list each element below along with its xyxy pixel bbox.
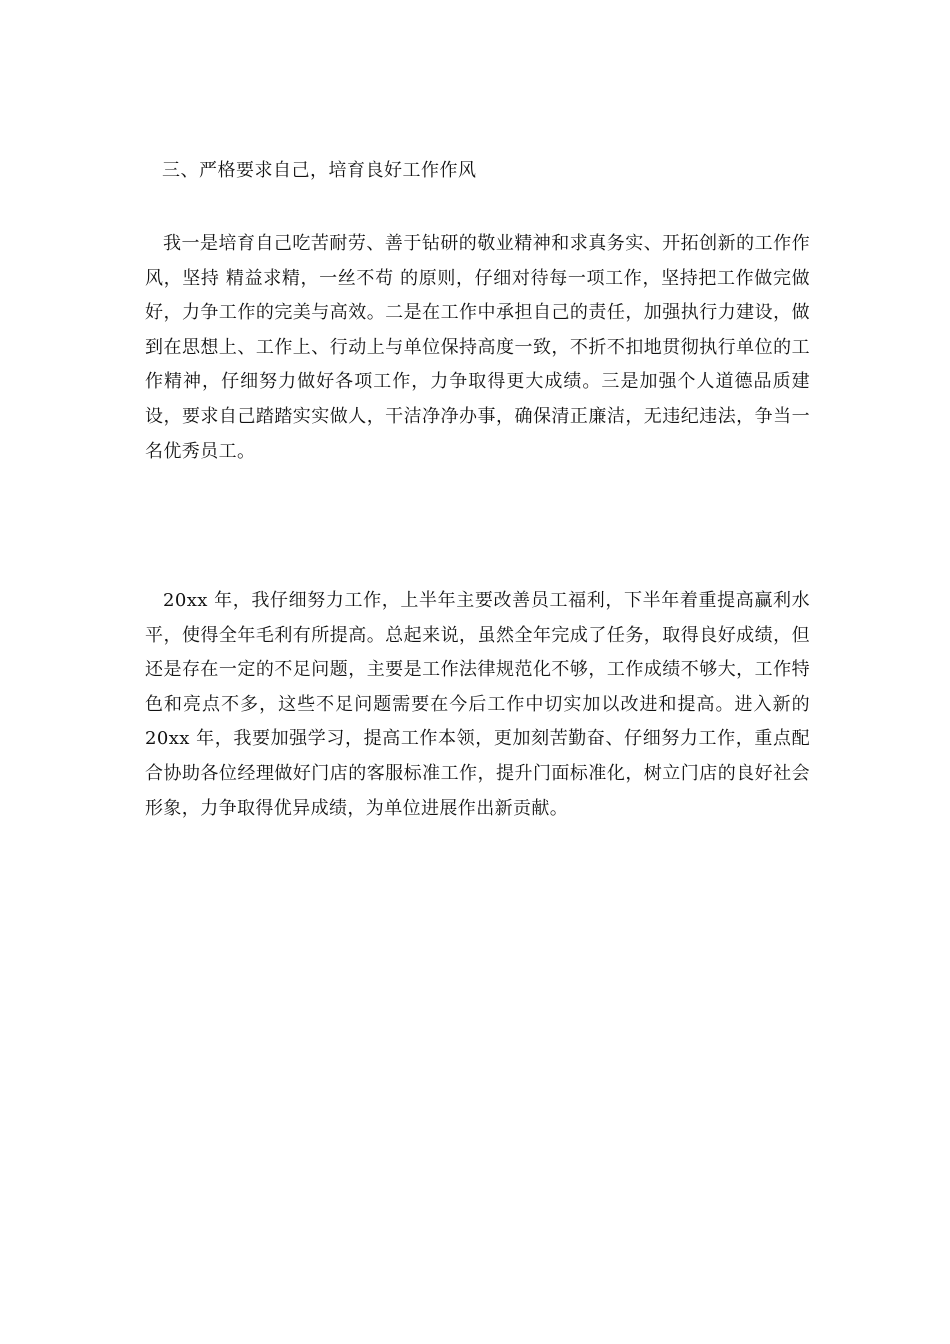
section-heading: 三、严格要求自己，培育良好工作作风 [162, 160, 477, 181]
paragraph-work-style: 我一是培育自己吃苦耐劳、善于钻研的敬业精神和求真务实、开拓创新的工作作风，坚持 精益求精，一丝不苟 的原则，仔细对待每一项工作，坚持把工作做完做好，力争工作的完美与高效。二是在工作中承担自己的责任，加强执行力建设，做到在思想上、工作上、行动上与单位保持高度一致，不折不扣地贯彻执行单位的工作精神，仔细努力做好各项工作，力争取得更大成绩。三是加强个人道德品质建设，要求自己踏踏实实做人，干洁净净办事，确保清正廉洁，无违纪违法，争当一名优秀员工。 [145, 233, 810, 462]
paragraph-annual-summary: 20xx 年，我仔细努力工作，上半年主要改善员工福利，下半年着重提高赢利水平，使得全年毛利有所提高。总起来说，虽然全年完成了任务，取得良好成绩，但还是存在一定的不足问题，主要是工作法律规范化不够，工作成绩不够大，工作特色和亮点不多，这些不足问题需要在今后工作中切实加以改进和提高。进入新的 20xx 年，我要加强学习，提高工作本领，更加刻苦勤奋、仔细努力工作，重点配合协助各位经理做好门店的客服标准工作，提升门面标准化，树立门店的良好社会形象，力争取得优异成绩，为单位进展作出新贡献。 [145, 590, 810, 819]
